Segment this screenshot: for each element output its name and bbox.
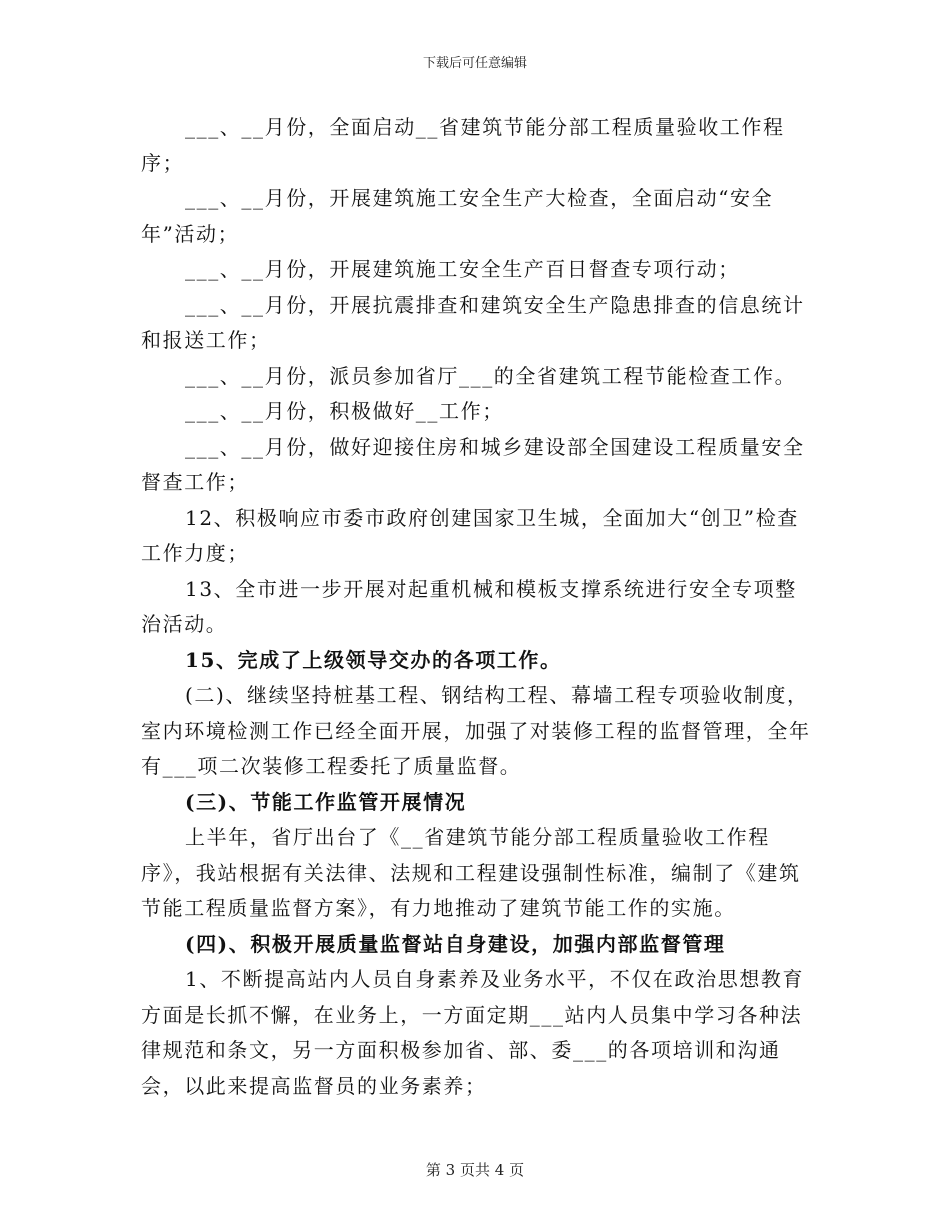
- section-3-heading: (三)、节能工作监管开展情况: [185, 789, 467, 814]
- paragraph-7: ___、__月份，做好迎接住房和城乡建设部全国建设工程质量安全督查工作；: [141, 434, 805, 494]
- paragraph-1: ___、__月份，全面启动__省建筑节能分部工程质量验收工作程序；: [141, 115, 785, 175]
- page-footer: 第 3 页共 4 页: [425, 1161, 525, 1179]
- paragraph-4: ___、__月份，开展抗震排查和建筑安全生产隐患排查的信息统计和报送工作；: [141, 292, 805, 352]
- section-2-paragraph: (二)、继续坚持桩基工程、钢结构工程、幕墙工程专项验收制度，室内环境检测工作已经全面开展，加强了对装修工程的监督管理，全年有___项二次装修工程委托了质量监督。: [141, 683, 811, 778]
- document-body: [141, 110, 813, 1104]
- paragraph-13: 13、全市进一步开展对起重机械和模板支撑系统进行安全专项整治活动。: [141, 576, 797, 636]
- paragraph-3: ___、__月份，开展建筑施工安全生产百日督查专项行动；: [185, 257, 740, 281]
- section-4-heading: (四)、积极开展质量监督站自身建设，加强内部监督管理: [185, 931, 726, 956]
- paragraph-6: ___、__月份，积极做好__工作；: [185, 399, 504, 423]
- paragraph-2: ___、__月份，开展建筑施工安全生产大检查，全面启动“安全年”活动；: [141, 186, 774, 246]
- page-header: 下载后可任意编辑: [422, 56, 527, 71]
- section-3-paragraph: 上半年，省厅出台了《__省建筑节能分部工程质量验收工作程序》，我站根据有关法律、法规和工程建设强制性标准，编制了《建筑节能工程质量监督方案》，有力地推动了建筑节能工作的实施。: [141, 825, 801, 920]
- paragraph-15-heading: 15、完成了上级领导交办的各项工作。: [185, 647, 562, 672]
- paragraph-12: 12、积极响应市委市政府创建国家卫生城，全面加大“创卫”检查工作力度；: [141, 505, 799, 565]
- section-4-paragraph-1: 1、不断提高站内人员自身素养及业务水平，不仅在政治思想教育方面是长抓不懈，在业务上，一方面定期___站内人员集中学习各种法律规范和条文，另一方面积极参加省、部、委___的各项培训和沟通会，以此来提高监督员的业务素养；: [141, 967, 805, 1098]
- paragraph-5: ___、__月份，派员参加省厅___的全省建筑工程节能检查工作。: [185, 363, 797, 388]
